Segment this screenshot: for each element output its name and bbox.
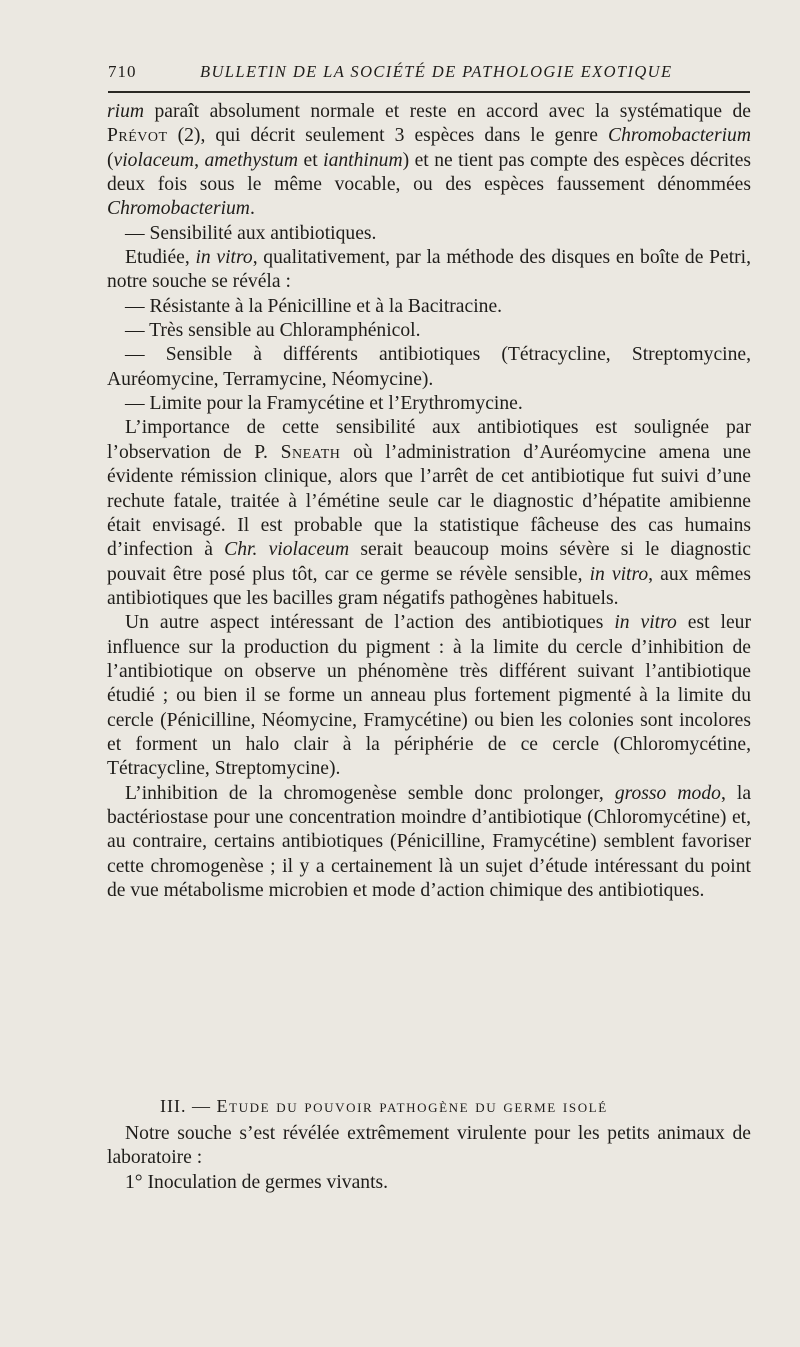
paragraph-1 <box>107 100 751 222</box>
text-run: (2), qui décrit seulement 3 espèces dans le genre <box>167 125 609 147</box>
paragraph-8 <box>107 416 751 611</box>
author-name: Prévot <box>107 125 168 147</box>
italic-term: in vitro <box>589 563 649 585</box>
paragraph-9 <box>107 611 751 781</box>
section-title: Etude du pouvoir pathogène du germe isolé <box>216 1096 608 1116</box>
text-run: est leur influence sur la production du pigment : à la limite du cercle d’inhibition de l’antibiotique on observe un phénomène très différent suivant l’antibiotique étudié ; ou bien il se forme un anneau plus fortement pigmenté à la limite du cercle (Pénicilline, Néomycine, Framycétine) ou bien les colonies sont incolores et forment un halo clair à la périphérie de ce cercle (Chloromycétine, Tétracycline, Streptomycine). <box>107 612 752 780</box>
italic-term: Chromobacterium <box>107 198 250 220</box>
body-text <box>107 100 751 903</box>
paragraph-7: — Limite pour la Framycétine et l’Erythromycine. <box>125 393 523 415</box>
text-run: , aux mêmes antibiotiques que les bacilles gram négatifs pathogènes habituels. <box>107 563 751 609</box>
section-body <box>107 1122 751 1195</box>
text-run: , qualitativement, par la méthode des disques en boîte de Petri, notre souche se révéla : <box>107 247 752 293</box>
text-run: paraît absolument normale et reste en accord avec la systématique de <box>144 101 751 122</box>
text-run: , <box>194 149 205 171</box>
paragraph-2: — Sensibilité aux antibiotiques. <box>125 222 377 244</box>
paragraph-5: — Très sensible au Chloramphénicol. <box>125 320 421 342</box>
text-run: Etudiée, <box>125 247 196 269</box>
italic-term: ianthinum <box>323 149 403 171</box>
paragraph-6: — Sensible à différents antibiotiques (Tétracycline, Streptomycine, Auréomycine, Terramycine, Néomycine). <box>107 344 751 390</box>
header-rule <box>108 91 750 93</box>
text-run: Un autre aspect intéressant de l’action des antibiotiques <box>125 612 615 634</box>
italic-term: Chromobacterium <box>608 125 751 147</box>
text-run: L’inhibition de la chromogenèse semble donc prolonger, <box>125 782 615 804</box>
author-name: Sneath <box>280 441 341 463</box>
text-run: serait beaucoup moins sévère si le diagnostic pouvait être posé plus tôt, car ce germe se révèle sensible, <box>107 539 751 585</box>
paragraph-4: — Résistante à la Pénicilline et à la Bacitracine. <box>125 295 503 317</box>
text-run: , la bactériostase pour une concentration moindre d’antibiotique (Chloromycétine) et, au contraire, certains antibiotiques (Pénicilline, Framycétine) semblent favoriser cette chromogenèse ; il y a certainement là un sujet d’étude intéressant du point de vue métabolisme microbien et mode d’action chimique des antibiotiques. <box>107 782 752 901</box>
text-run: ( <box>107 149 114 171</box>
section-paragraph-2: 1° Inoculation de germes vivants. <box>125 1171 389 1193</box>
section-number: III. <box>160 1096 187 1116</box>
text-run: . <box>249 198 255 220</box>
section-dash: — <box>186 1096 217 1116</box>
paragraph-10 <box>107 782 751 904</box>
italic-term: rium <box>107 101 145 122</box>
text-run: L’importance de cette sensibilité aux antibiotiques est soulignée par l’observation de P. <box>107 417 751 463</box>
text-run: et <box>298 149 324 171</box>
italic-term: in vitro <box>195 247 253 269</box>
running-head: BULLETIN DE LA SOCIÉTÉ DE PATHOLOGIE EXOTIQUE <box>200 62 673 81</box>
text-run: où l’administration d’Auréomycine amena une évidente rémission clinique, alors que l’arrêt de cet antibiotique fut suivi d’une rechute fatale, traitée à l’émétine seule car le diagnostic d’hépatite amibienne était envisagé. Il est probable que la statistique fâcheuse des cas humains d’infection à <box>107 441 751 561</box>
section-paragraph-1: Notre souche s’est révélée extrêmement virulente pour les petits animaux de laboratoire : <box>107 1123 751 1169</box>
italic-term: violaceum <box>113 149 195 171</box>
italic-term: Chr. violaceum <box>224 539 350 561</box>
italic-term: grosso modo <box>614 782 721 804</box>
section-heading <box>160 1096 608 1117</box>
italic-term: amethystum <box>204 149 299 171</box>
text-run: ) et ne tient pas compte des espèces décrites deux fois sous le même vocable, ou des espèces faussement dénommées <box>107 149 752 196</box>
italic-term: in vitro <box>614 612 677 634</box>
paragraph-3 <box>107 246 751 295</box>
page-number: 710 <box>108 62 137 81</box>
page-header <box>108 62 748 88</box>
